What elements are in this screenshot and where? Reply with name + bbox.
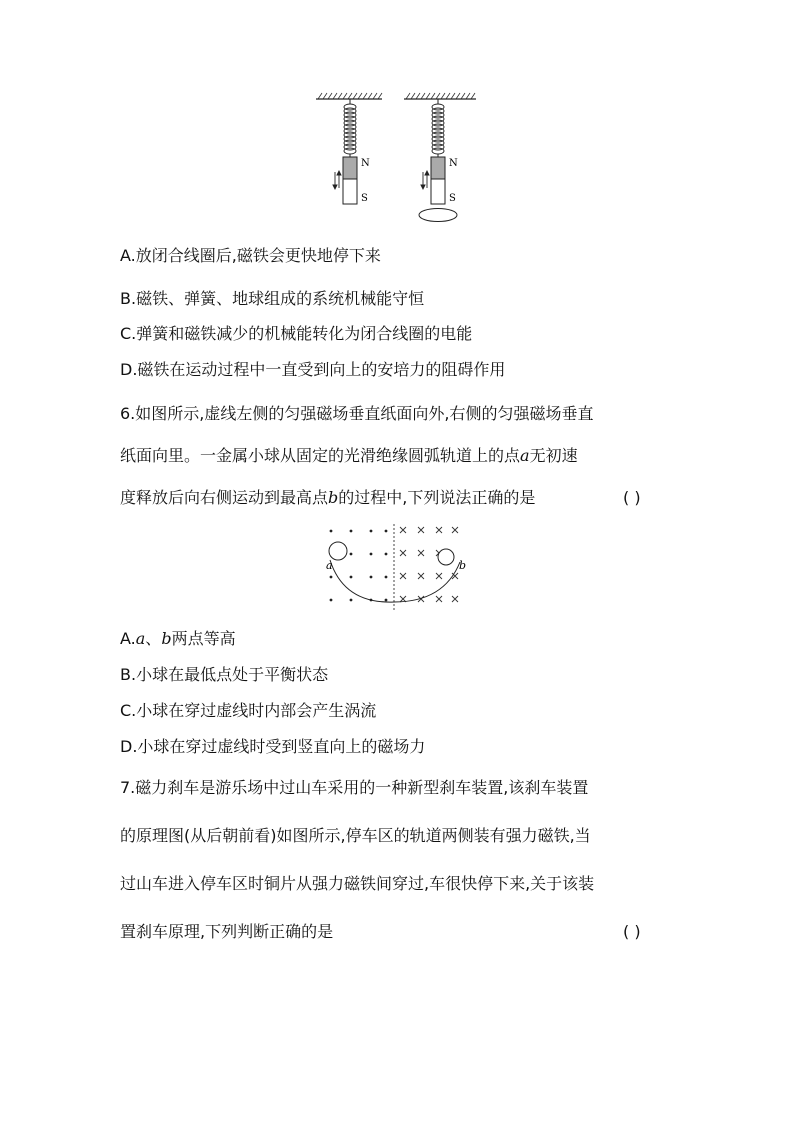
magnetic-field-figure xyxy=(322,522,472,612)
q7-stem-line1: 7.磁力刹车是游乐场中过山车采用的一种新型刹车装置,该刹车装置 xyxy=(120,778,589,797)
q6-option-a: A.a、b两点等高 xyxy=(120,629,236,648)
q7-stem-line4: 置刹车原理,下列判断正确的是 xyxy=(120,922,334,941)
answer-blank: ( ) xyxy=(623,488,641,507)
q6-option-b: B.小球在最低点处于平衡状态 xyxy=(120,665,329,684)
ball-at-a xyxy=(329,542,347,560)
point-b-label: b xyxy=(459,559,467,572)
var-b: b xyxy=(328,488,339,507)
closed-coil xyxy=(419,209,457,222)
north-pole-label: N xyxy=(361,158,370,169)
q6-option-c: C.小球在穿过虚线时内部会产生涡流 xyxy=(120,701,377,720)
var-a: a xyxy=(520,446,530,465)
north-pole-label: N xyxy=(449,158,458,169)
spring-magnet-figure xyxy=(310,90,490,225)
south-pole-label: S xyxy=(361,193,368,204)
ball-at-b xyxy=(438,549,454,565)
answer-blank: ( ) xyxy=(623,922,641,941)
q5-option-d: D.磁铁在运动过程中一直受到向上的安培力的阻碍作用 xyxy=(120,360,506,379)
q6-option-d: D.小球在穿过虚线时受到竖直向上的磁场力 xyxy=(120,737,426,756)
q6-stem-line1: 6.如图所示,虚线左侧的匀强磁场垂直纸面向外,右侧的匀强磁场垂直 xyxy=(120,404,594,423)
point-a-label: a xyxy=(326,559,333,572)
q6-stem-line3: 度释放后向右侧运动到最高点b的过程中,下列说法正确的是 xyxy=(120,488,536,507)
q5-option-c: C.弹簧和磁铁减少的机械能转化为闭合线圈的电能 xyxy=(120,324,473,343)
q7-stem-line2: 的原理图(从后朝前看)如图所示,停车区的轨道两侧装有强力磁铁,当 xyxy=(120,826,591,845)
q6-stem-line2: 纸面向里。一金属小球从固定的光滑绝缘圆弧轨道上的点a无初速 xyxy=(120,446,578,465)
q5-option-b: B.磁铁、弹簧、地球组成的系统机械能守恒 xyxy=(120,289,425,308)
q7-stem-line3: 过山车进入停车区时铜片从强力磁铁间穿过,车很快停下来,关于该装 xyxy=(120,874,595,893)
south-pole-label: S xyxy=(449,193,456,204)
arc-track xyxy=(330,560,460,602)
q5-option-a: A.放闭合线圈后,磁铁会更快地停下来 xyxy=(120,246,381,265)
